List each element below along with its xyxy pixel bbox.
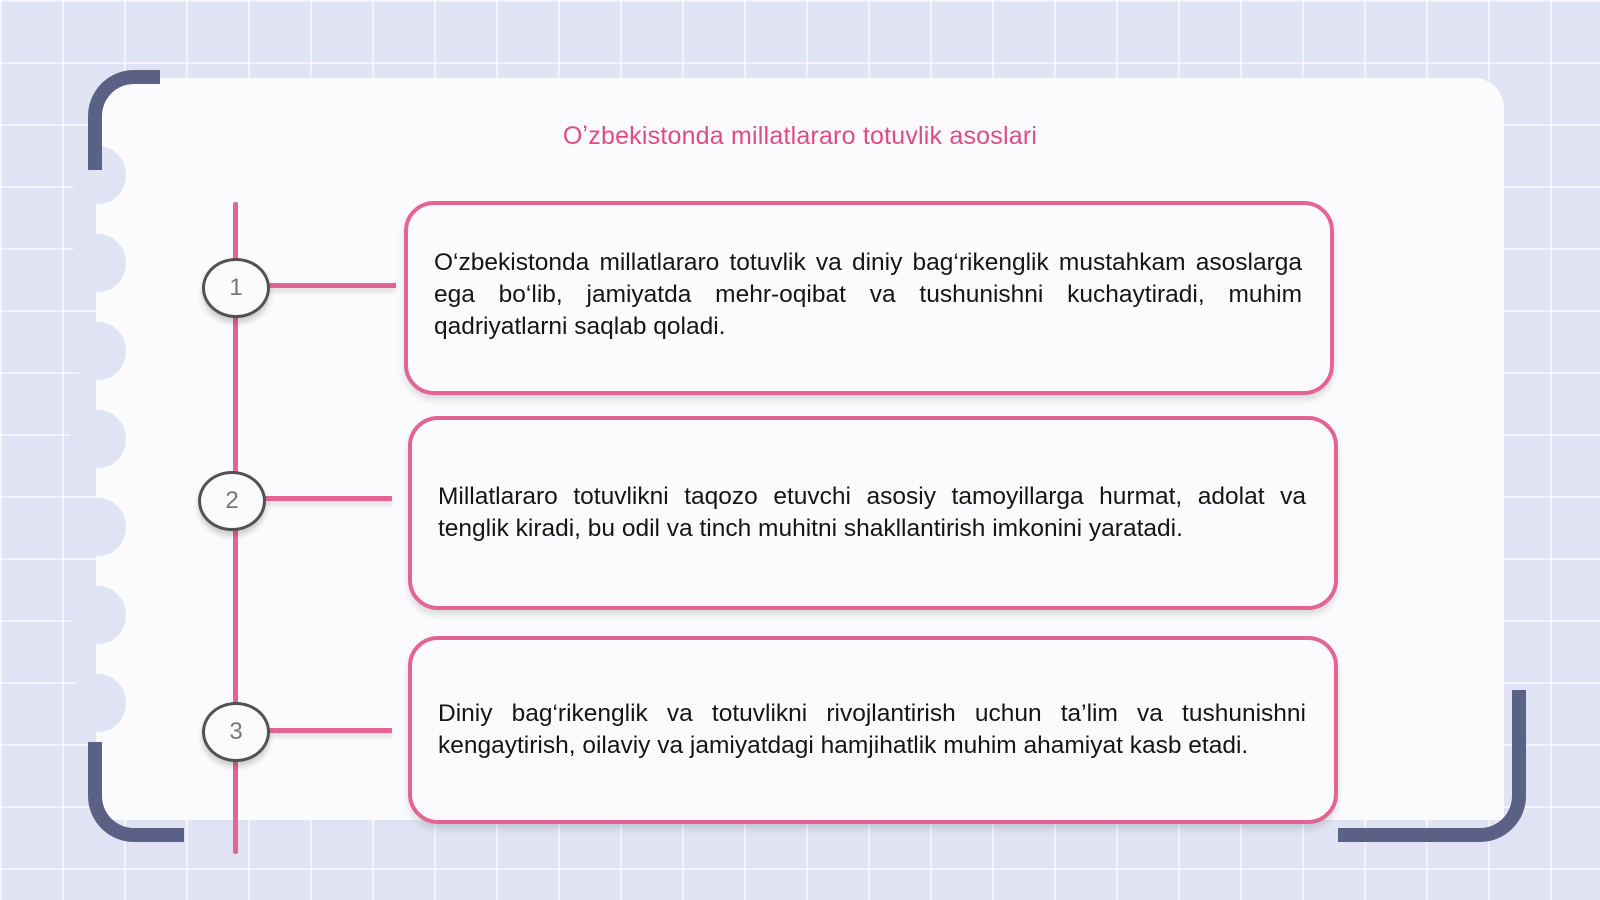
- timeline-card-3: [408, 636, 1338, 824]
- paper-torn-edge: [70, 674, 126, 732]
- timeline-number-3: 3: [202, 702, 270, 762]
- timeline-connector-2: [264, 496, 392, 501]
- paper-torn-edge: [70, 234, 126, 292]
- timeline-connector-1: [268, 283, 396, 288]
- timeline-number-2: 2: [198, 471, 266, 531]
- timeline-card-1: [404, 201, 1334, 395]
- corner-bracket-top-left: [88, 70, 160, 170]
- timeline-number-1: 1: [202, 258, 270, 318]
- paper-torn-edge: [70, 322, 126, 380]
- paper-torn-edge: [70, 410, 126, 468]
- corner-bracket-bottom-left: [88, 742, 184, 842]
- slide-title: Oʼzbekistonda millatlararo totuvlik asoslari: [562, 122, 1038, 150]
- timeline-card-2: [408, 416, 1338, 610]
- corner-bracket-bottom-right: [1338, 690, 1526, 842]
- paper-torn-edge: [70, 498, 126, 556]
- paper-torn-edge: [70, 586, 126, 644]
- timeline-connector-3: [268, 728, 392, 733]
- timeline-card-text-3: Diniy bag‘rikenglik va totuvlikni rivojlantirish uchun ta’lim va tushunishni kengaytirish, oilaviy va jamiyatdagi hamjihatlik muhim ahamiyat kasb etadi.: [438, 700, 1306, 759]
- timeline-card-text-2: Millatlararo totuvlikni taqozo etuvchi asosiy tamoyillarga hurmat, adolat va tenglik kiradi, bu odil va tinch muhitni shakllantirish imkonini yaratadi.: [438, 483, 1306, 542]
- timeline-card-text-1: O‘zbekistonda millatlararo totuvlik va diniy bag‘rikenglik mustahkam asoslarga ega bo‘lib, jamiyatda mehr-oqibat va tushunishni kuchaytiradi, muhim qadriyatlarni saqlab qoladi.: [434, 249, 1302, 340]
